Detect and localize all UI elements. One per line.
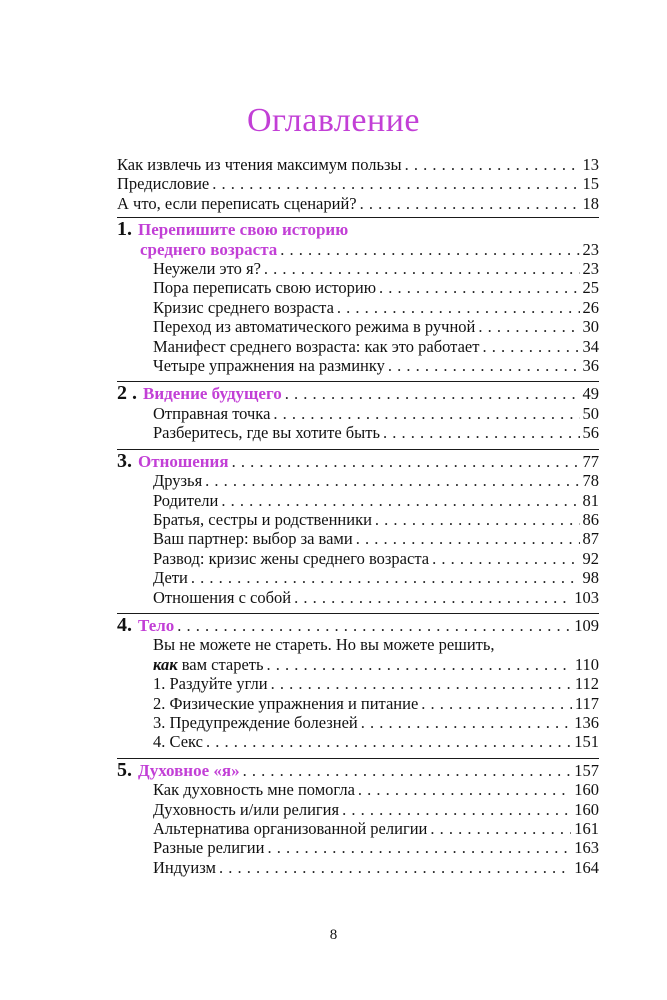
dot-leader: [285, 384, 580, 403]
toc-entry-rewrite: [117, 194, 599, 213]
toc-entry: [117, 858, 599, 877]
toc-entry-page: 117: [574, 693, 599, 713]
dot-leader: [212, 174, 579, 193]
toc-entry-page: 34: [582, 336, 599, 356]
toc-entry-page: 103: [574, 587, 599, 607]
chapter-number: 2 .: [117, 382, 137, 405]
chapter-heading: [117, 758, 599, 781]
toc-entry-title: Духовность и/или религия: [153, 799, 340, 819]
dot-leader: [388, 356, 580, 375]
toc-entry-page: 112: [574, 674, 599, 694]
toc-entry-title: А что, если переписать сценарий?: [117, 193, 357, 213]
chapter-number: 3.: [117, 449, 132, 472]
toc-entry-title: Друзья: [153, 471, 203, 491]
chapter-2: [117, 381, 599, 442]
dot-leader: [405, 155, 580, 174]
dot-leader: [191, 568, 580, 587]
dot-leader: [221, 491, 579, 510]
toc-entry-title: Неужели это я?: [153, 259, 261, 279]
toc-entry-page: 50: [582, 403, 599, 423]
toc-entry-title: Переход из автоматического режима в ручной: [153, 317, 476, 337]
toc-entry-page: 164: [574, 857, 599, 877]
toc-entry: [117, 694, 599, 713]
chapter-page: 157: [574, 760, 599, 780]
page-title: Оглавление: [247, 102, 420, 139]
chapter-heading: [117, 613, 599, 636]
dot-leader: [478, 317, 579, 336]
toc-entry-page: 13: [582, 155, 599, 174]
toc-entry-title: Альтернатива организованной религии: [153, 819, 428, 838]
toc-entry-page: 36: [582, 356, 599, 376]
toc-entry: [117, 529, 599, 548]
toc-entry-title: 1. Раздуйте угли: [153, 674, 268, 694]
toc-entry-page: 86: [582, 509, 599, 529]
toc-entry-page: 163: [574, 838, 599, 858]
toc-entry-title: 3. Предупреждение болезней: [153, 712, 358, 732]
dot-leader: [337, 298, 580, 317]
dot-leader: [379, 278, 579, 297]
dot-leader: [358, 780, 571, 799]
chapter-title-cont: среднего возраста: [140, 239, 278, 259]
toc-entry-line1: Вы не можете не стареть. Но вы можете решить,: [153, 635, 495, 655]
chapter-page: 77: [582, 451, 599, 471]
toc-entry: [117, 838, 599, 857]
toc-entry: [117, 674, 599, 693]
toc-entry-page: 26: [582, 297, 599, 317]
chapter-number: 1.: [117, 218, 132, 241]
dot-leader: [482, 337, 579, 356]
toc-entry-title: Индуизм: [153, 857, 216, 877]
toc-entry-title: Дети: [153, 568, 188, 588]
toc-entry-title: Манифест среднего возраста: как это работает: [153, 336, 480, 356]
chapter-heading: [117, 220, 599, 239]
toc-entry-page: 81: [582, 490, 599, 510]
toc-entry-page: 56: [582, 423, 599, 443]
dot-leader: [280, 240, 579, 259]
toc-entry: [117, 423, 599, 442]
toc-entry-page: 136: [574, 712, 599, 732]
toc-entry: [117, 356, 599, 375]
toc-entry-title: Кризис среднего возраста: [153, 297, 334, 317]
dot-leader: [361, 713, 572, 732]
chapter-title: Тело: [138, 615, 175, 635]
toc-entry: [117, 780, 599, 799]
toc-entry: [117, 471, 599, 490]
toc-entry-title: Братья, сестры и родственники: [153, 509, 372, 529]
toc-entry: [117, 568, 599, 587]
toc-entry-preface: [117, 174, 599, 193]
chapter-number: 5.: [117, 758, 132, 781]
table-of-contents: [117, 155, 599, 877]
page-number: 8: [329, 927, 338, 943]
toc-entry-title: Четыре упражнения на разминку: [153, 356, 385, 376]
dot-leader: [271, 674, 572, 693]
dot-leader: [294, 588, 571, 607]
toc-entry-page: 151: [574, 732, 599, 752]
toc-entry: [117, 588, 599, 607]
chapter-title: Перепишите свою историю: [138, 220, 349, 240]
dot-leader: [430, 819, 571, 838]
toc-entry-page: 25: [582, 278, 599, 298]
dot-leader: [356, 529, 580, 548]
chapter-page: 109: [574, 615, 599, 635]
toc-entry: [117, 713, 599, 732]
toc-entry-page: 110: [574, 654, 599, 674]
chapter-5: [117, 758, 599, 877]
toc-entry-page: 78: [582, 471, 599, 491]
toc-entry-usage: [117, 155, 599, 174]
toc-entry: [117, 800, 599, 819]
toc-entry: [117, 732, 599, 751]
dot-leader: [243, 761, 572, 780]
emphasis-word: как: [153, 654, 178, 674]
dot-leader: [360, 194, 580, 213]
chapter-4: [117, 613, 599, 752]
toc-entry-title: Отношения с собой: [153, 587, 292, 607]
dot-leader: [375, 510, 580, 529]
dot-leader: [219, 858, 571, 877]
toc-entry-title: Как извлечь из чтения максимум пользы: [117, 155, 402, 174]
chapter-title: Видение будущего: [143, 384, 282, 404]
toc-entry-title: 2. Физические упражнения и питание: [153, 693, 419, 713]
toc-entry: [117, 491, 599, 510]
toc-entry: [117, 278, 599, 297]
dot-leader: [264, 259, 580, 278]
dot-leader: [342, 800, 571, 819]
toc-entry-page: 18: [582, 193, 599, 213]
toc-entry-page: 23: [582, 259, 599, 279]
toc-entry: [117, 404, 599, 423]
toc-entry: [117, 819, 599, 838]
toc-entry-title: Как духовность мне помогла: [153, 780, 355, 800]
toc-entry: [117, 337, 599, 356]
toc-entry-title: Разберитесь, где вы хотите быть: [153, 423, 381, 443]
toc-entry-page: 30: [582, 317, 599, 337]
chapter-1: [117, 217, 599, 375]
dot-leader: [177, 616, 571, 635]
dot-leader: [232, 452, 580, 471]
toc-entry-page: 98: [582, 568, 599, 588]
toc-entry-page: 161: [574, 819, 599, 838]
dot-leader: [383, 423, 579, 442]
toc-entry: [117, 298, 599, 317]
chapter-title: Отношения: [138, 451, 229, 471]
chapter-number: 4.: [117, 613, 132, 636]
dot-leader: [273, 404, 579, 423]
dot-leader: [267, 655, 572, 674]
chapter-page: 23: [582, 239, 599, 259]
toc-entry: [117, 259, 599, 278]
toc-entry-page: 15: [582, 174, 599, 194]
dot-leader: [267, 838, 571, 857]
chapter-heading: [117, 449, 599, 472]
toc-entry: [117, 510, 599, 529]
toc-entry-title: Отправная точка: [153, 403, 271, 423]
toc-entry-title: Предисловие: [117, 174, 210, 194]
toc-entry-page: 87: [582, 529, 599, 549]
dot-leader: [432, 549, 579, 568]
chapter-heading-cont: [117, 240, 599, 259]
chapter-heading: [117, 384, 599, 403]
toc-entry: [117, 549, 599, 568]
toc-entry: [117, 655, 599, 674]
toc-entry-title: Ваш партнер: выбор за вами: [153, 529, 353, 549]
toc-entry-title: 4. Секс: [153, 732, 203, 752]
toc-entry-title: Разные религии: [153, 838, 265, 858]
toc-entry-page: 160: [574, 799, 599, 819]
chapter-page: 49: [582, 384, 599, 404]
chapter-title: Духовное «я»: [138, 760, 240, 780]
toc-entry-page: 160: [574, 780, 599, 800]
toc-entry-title: Пора переписать свою историю: [153, 278, 377, 298]
dot-leader: [206, 732, 571, 751]
toc-entry-page: 92: [582, 548, 599, 568]
toc-entry: [117, 317, 599, 336]
toc-entry-title: Родители: [153, 490, 219, 510]
chapter-3: [117, 449, 599, 607]
toc-entry-title: вам стареть: [177, 654, 264, 674]
dot-leader: [421, 694, 572, 713]
toc-entry-title: Развод: кризис жены среднего возраста: [153, 548, 430, 568]
dot-leader: [205, 471, 579, 490]
